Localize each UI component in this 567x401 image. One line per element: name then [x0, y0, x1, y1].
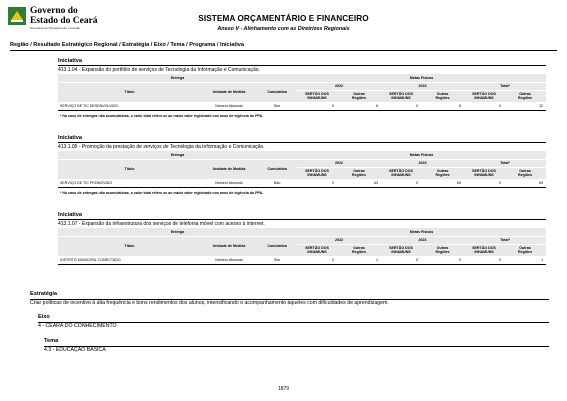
- cell-sertao-total: 0: [464, 102, 504, 111]
- acumulativa-header: Cumulativa: [257, 159, 297, 179]
- iniciativa-block-3: [58, 212, 546, 265]
- iniciativa-description: 413.1.05 - Promoção da prestação de serviços de Tecnologia da Informação e Comunicação.: [58, 144, 265, 150]
- eixo-heading: Eixo: [38, 314, 50, 320]
- metas-header: Metas Físicas: [297, 74, 546, 82]
- sertao-header: SERTÃO DOS INHAMUNS: [464, 90, 504, 102]
- page-number: 1879: [277, 386, 290, 392]
- entrega-header: Entrega: [58, 74, 297, 82]
- tema-text: 4.3 - EDUCAÇÃO BÁSICA: [44, 347, 106, 353]
- metas-header: Metas Físicas: [297, 151, 546, 159]
- cell-sertao-2022: 0: [297, 179, 337, 188]
- cell-outras-2022: 63: [337, 179, 381, 188]
- cell-sertao-2023: 0: [381, 256, 421, 265]
- year-2023-header: 2023: [381, 82, 464, 90]
- cell-sertao-2022: 0: [297, 102, 337, 111]
- iniciativa-block-1: [58, 58, 546, 121]
- table-row: [58, 179, 546, 188]
- cell-titulo: SERVIÇO DE TIC DESENVOLVIDO: [58, 102, 201, 111]
- sertao-header: SERTÃO DOS INHAMUNS: [464, 244, 504, 256]
- eixo-text: 4 - CEARÁ DO CONHECIMENTO: [38, 323, 117, 329]
- cell-titulo: SERVIÇO DE TIC PROMOVIDO: [58, 179, 201, 188]
- iniciativa-heading: Iniciativa: [58, 212, 546, 220]
- tema-divider: [44, 346, 549, 347]
- cell-outras-2023: 0: [421, 256, 464, 265]
- acumulativa-header: Cumulativa: [257, 82, 297, 102]
- cell-sertao-total: 0: [464, 256, 504, 265]
- cell-outras-total: 69: [504, 179, 546, 188]
- unidade-header: Unidade de Medida: [201, 159, 257, 179]
- table-row: [58, 102, 546, 111]
- cell-outras-total: 12: [504, 102, 546, 111]
- outras-header: Outras Regiões: [337, 90, 381, 102]
- unidade-header: Unidade de Medida: [201, 82, 257, 102]
- outras-header: Outras Regiões: [421, 167, 464, 179]
- logo-line3: Secretaria do Planejamento e Gestão: [30, 26, 81, 30]
- sertao-header: SERTÃO DOS INHAMUNS: [297, 167, 337, 179]
- breadcrumb-divider: [10, 50, 557, 51]
- titulo-header: Título: [58, 82, 201, 102]
- estrategia-text: Criar políticas de incentivo à alta frequência e bons rendimentos dos alunos, intensificando o acompanhamento àqueles com dificuldades de aprendizagem.: [30, 300, 389, 306]
- year-2023-header: 2023: [381, 159, 464, 167]
- total-header: Total*: [464, 236, 546, 244]
- cell-acumulativa: Não: [257, 179, 297, 188]
- cell-sertao-2023: 0: [381, 179, 421, 188]
- outras-header: Outras Regiões: [421, 90, 464, 102]
- page-title: SISTEMA ORÇAMENTÁRIO E FINANCEIRO: [198, 14, 369, 23]
- footnote: * No caso de entregas não acumulativas, o valor total refere-se ao maior valor registrado nos anos de vigência do PPA.: [60, 114, 264, 118]
- outras-header: Outras Regiões: [337, 167, 381, 179]
- total-header: Total*: [464, 82, 546, 90]
- cell-sertao-2023: 0: [381, 102, 421, 111]
- table-row: [58, 256, 546, 265]
- outras-header: Outras Regiões: [504, 90, 546, 102]
- metas-table: [58, 228, 546, 265]
- cell-sertao-total: 0: [464, 179, 504, 188]
- metas-table: [58, 151, 546, 188]
- sertao-header: SERTÃO DOS INHAMUNS: [464, 167, 504, 179]
- unidade-header: Unidade de Medida: [201, 236, 257, 256]
- breadcrumb: Região / Resultado Estratégico Regional / Estratégia / Eixo / Tema / Programa / Iniciativa: [10, 42, 244, 48]
- outras-header: Outras Regiões: [504, 167, 546, 179]
- cell-outras-total: 1: [504, 256, 546, 265]
- iniciativa-description: 413.1.04 - Expansão do portfólio de serviços de Tecnologia da Informação e Comunicação.: [58, 67, 260, 73]
- footnote: * No caso de entregas não acumulativas, o valor total refere-se ao maior valor registrado nos anos de vigência do PPA.: [60, 191, 264, 195]
- sertao-header: SERTÃO DOS INHAMUNS: [381, 167, 421, 179]
- acumulativa-header: Cumulativa: [257, 236, 297, 256]
- iniciativa-block-2: [58, 135, 546, 198]
- cell-acumulativa: Sim: [257, 102, 297, 111]
- outras-header: Outras Regiões: [337, 244, 381, 256]
- iniciativa-heading: Iniciativa: [58, 58, 546, 66]
- cell-outras-2022: 6: [337, 102, 381, 111]
- total-header: Total*: [464, 159, 546, 167]
- outras-header: Outras Regiões: [421, 244, 464, 256]
- cell-outras-2023: 6: [421, 102, 464, 111]
- titulo-header: Título: [58, 236, 201, 256]
- metas-header: Metas Físicas: [297, 228, 546, 236]
- sertao-header: SERTÃO DOS INHAMUNS: [381, 244, 421, 256]
- estrategia-heading: Estratégia: [30, 291, 58, 297]
- entrega-header: Entrega: [58, 151, 297, 159]
- year-2022-header: 2022: [297, 159, 381, 167]
- cell-unidade: Número Absoluto: [201, 102, 257, 111]
- sertao-header: SERTÃO DOS INHAMUNS: [381, 90, 421, 102]
- sertao-header: SERTÃO DOS INHAMUNS: [297, 244, 337, 256]
- iniciativa-heading: Iniciativa: [58, 135, 546, 143]
- iniciativa-description: 413.1.07 - Expansão da infraestrutura dos serviços de telefonia móvel com acesso à internet.: [58, 221, 265, 227]
- metas-table: [58, 74, 546, 111]
- logo-line2: Estado do Ceará: [30, 16, 98, 26]
- entrega-header: Entrega: [58, 228, 297, 236]
- cell-unidade: Número Absoluto: [201, 179, 257, 188]
- cell-acumulativa: Sim: [257, 256, 297, 265]
- cell-titulo: DISTRITO MUNICIPAL CONECTADO: [58, 256, 201, 265]
- year-2023-header: 2023: [381, 236, 464, 244]
- logo-line1: Governo do: [30, 6, 78, 16]
- titulo-header: Título: [58, 159, 201, 179]
- tema-heading: Tema: [44, 338, 59, 344]
- cell-unidade: Número Absoluto: [201, 256, 257, 265]
- cell-outras-2023: 69: [421, 179, 464, 188]
- cell-sertao-2022: 0: [297, 256, 337, 265]
- page-subtitle: Anexo V - Alinhamento com as Diretrizes Regionais: [217, 26, 350, 32]
- cell-outras-2022: 1: [337, 256, 381, 265]
- year-2022-header: 2022: [297, 236, 381, 244]
- year-2022-header: 2022: [297, 82, 381, 90]
- sertao-header: SERTÃO DOS INHAMUNS: [297, 90, 337, 102]
- outras-header: Outras Regiões: [504, 244, 546, 256]
